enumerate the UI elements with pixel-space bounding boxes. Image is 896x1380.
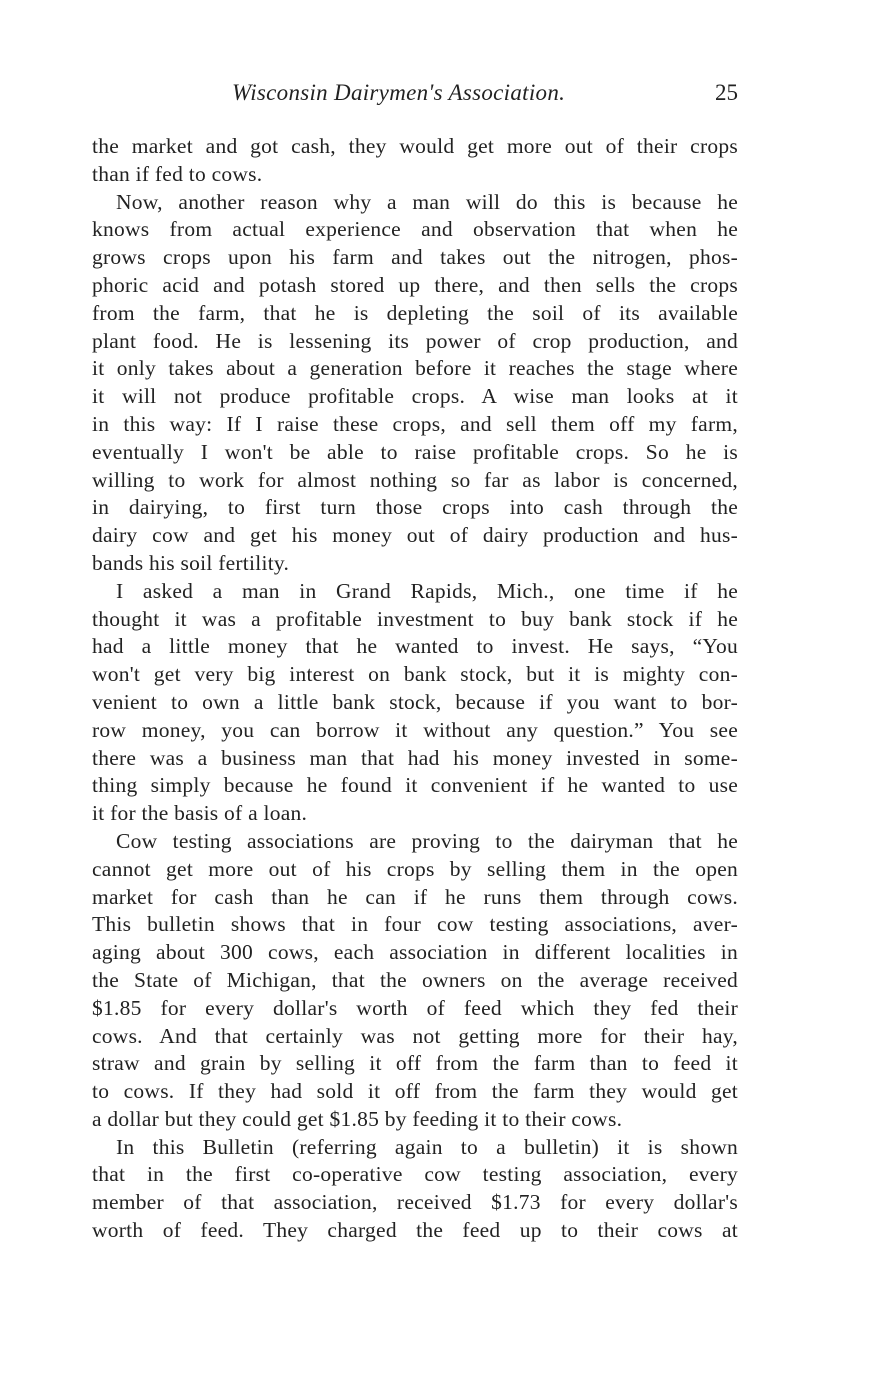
text-line: plant food. He is lessening its power of crop production, and — [92, 328, 738, 353]
text-line: to cows. If they had sold it off from the farm they would get — [92, 1079, 738, 1104]
text-line: a dollar but they could get $1.85 by feeding it to their cows. — [92, 1106, 623, 1131]
text-line: the State of Michigan, that the owners on the average received — [92, 967, 738, 992]
text-line: cows. And that certainly was not getting more for their hay, — [92, 1023, 738, 1048]
text-line: Cow testing associations are proving to the dairyman that he — [116, 828, 738, 853]
text-line: In this Bulletin (referring again to a bulletin) it is shown — [116, 1134, 738, 1159]
text-line: This bulletin shows that in four cow testing associations, aver- — [92, 912, 738, 937]
text-line: member of that association, received $1.73 for every dollar's — [92, 1190, 738, 1215]
text-line: straw and grain by selling it off from the farm than to feed it — [92, 1051, 738, 1076]
body-text — [92, 133, 738, 1245]
text-line: aging about 300 cows, each association in different localities in — [92, 940, 738, 965]
text-line: thing simply because he found it convenient if he wanted to use — [92, 773, 738, 798]
text-line: it will not produce profitable crops. A wise man looks at it — [92, 384, 738, 409]
text-line: market for cash than he can if he runs them through cows. — [92, 884, 738, 909]
text-line: dairy cow and get his money out of dairy production and hus- — [92, 523, 738, 548]
text-line: than if fed to cows. — [92, 161, 263, 186]
text-line: knows from actual experience and observation that when he — [92, 217, 738, 242]
text-line: grows crops upon his farm and takes out the nitrogen, phos- — [92, 245, 738, 270]
text-line: row money, you can borrow it without any question.” You see — [92, 717, 738, 742]
text-line: cannot get more out of his crops by selling them in the open — [92, 856, 738, 881]
text-line: from the farm, that he is depleting the soil of its available — [92, 300, 738, 325]
text-line: Now, another reason why a man will do this is because he — [116, 189, 738, 214]
text-line: phoric acid and potash stored up there, and then sells the crops — [92, 272, 738, 297]
text-line: in dairying, to first turn those crops into cash through the — [92, 495, 738, 520]
running-title: Wisconsin Dairymen's Association. — [232, 80, 566, 105]
text-line: in this way: If I raise these crops, and sell them off my farm, — [92, 411, 738, 436]
text-line: bands his soil fertility. — [92, 550, 290, 575]
text-line: thought it was a profitable investment to buy bank stock if he — [92, 606, 738, 631]
text-line: $1.85 for every dollar's worth of feed which they fed their — [92, 995, 738, 1020]
text-line: the market and got cash, they would get more out of their crops — [92, 134, 738, 158]
text-line: eventually I won't be able to raise profitable crops. So he is — [92, 439, 738, 464]
text-line: I asked a man in Grand Rapids, Mich., one time if he — [116, 578, 738, 603]
text-line: had a little money that he wanted to invest. He says, “You — [92, 634, 738, 659]
text-line: worth of feed. They charged the feed up to their cows at — [92, 1218, 738, 1243]
text-line: won't get very big interest on bank stock, but it is mighty con- — [92, 662, 738, 687]
text-line: it for the basis of a loan. — [92, 801, 308, 826]
running-head — [92, 80, 742, 110]
text-line: venient to own a little bank stock, because if you want to bor- — [92, 689, 738, 714]
text-line: it only takes about a generation before it reaches the stage where — [92, 356, 738, 381]
text-line: that in the first co-operative cow testing association, every — [92, 1162, 738, 1187]
text-line: willing to work for almost nothing so far as labor is concerned, — [92, 467, 738, 492]
text-line: there was a business man that had his money invested in some- — [92, 745, 738, 770]
page-number: 25 — [715, 80, 738, 105]
